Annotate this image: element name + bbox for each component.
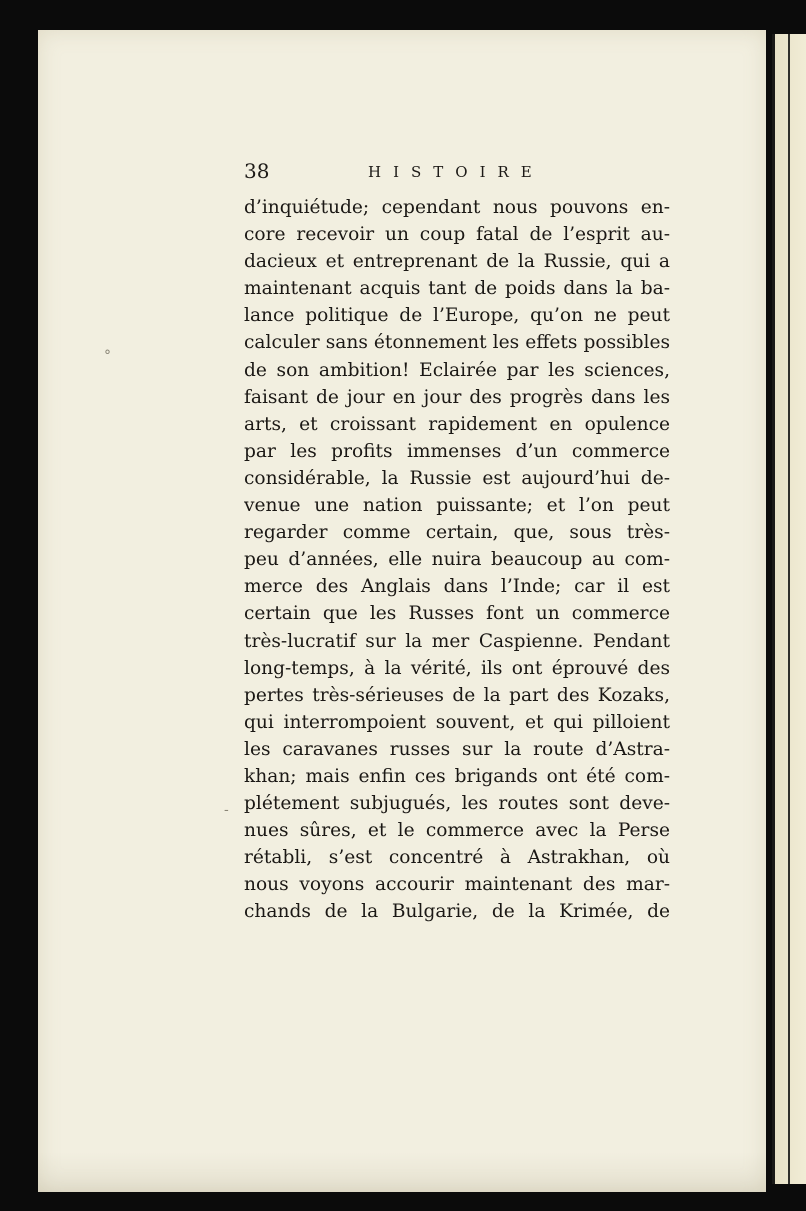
facing-page-edge xyxy=(772,34,806,1184)
text-line: core recevoir un coup fatal de l’esprit au- xyxy=(244,224,670,246)
text-line: chands de la Bulgarie, de la Krimée, de xyxy=(244,901,670,923)
text-line: très-lucratif sur la mer Caspienne. Pendant xyxy=(244,630,670,652)
running-title: HISTOIRE xyxy=(368,163,544,181)
text-line: maintenant acquis tant de poids dans la ba- xyxy=(244,278,670,300)
text-line: rétabli, s’est concentré à Astrakhan, où xyxy=(244,847,670,869)
text-line: d’inquiétude; cependant nous pouvons en- xyxy=(244,197,670,218)
text-line: nues sûres, et le commerce avec la Perse xyxy=(244,820,670,842)
text-line: arts, et croissant rapidement en opulence xyxy=(244,413,670,435)
page-number: 38 xyxy=(244,159,270,183)
text-line: merce des Anglais dans l’Inde; car il est xyxy=(244,576,670,598)
text-line: pertes très-sérieuses de la part des Kozaks, xyxy=(244,684,670,706)
text-line: par les profits immenses d’un commerce xyxy=(244,440,670,462)
text-line: considérable, la Russie est aujourd’hui de- xyxy=(244,467,670,489)
margin-speck: ° xyxy=(104,348,111,364)
margin-speck: - xyxy=(224,802,229,818)
text-line: venue une nation puissante; et l’on peut xyxy=(244,495,670,517)
text-line: qui interrompoient souvent, et qui pilloient xyxy=(244,711,670,733)
running-head xyxy=(244,158,664,188)
text-line: nous voyons accourir maintenant des mar- xyxy=(244,874,670,896)
text-line: dacieux et entreprenant de la Russie, qui a xyxy=(244,251,670,273)
text-line: long-temps, à la vérité, ils ont éprouvé des xyxy=(244,657,670,679)
text-line: calculer sans étonnement les effets possibles xyxy=(244,332,670,354)
text-line: certain que les Russes font un commerce xyxy=(244,603,670,625)
text-line: khan; mais enfin ces brigands ont été com- xyxy=(244,765,670,787)
text-line: faisant de jour en jour des progrès dans les xyxy=(244,386,670,408)
text-line: plétement subjugués, les routes sont deve- xyxy=(244,793,670,815)
text-line: les caravanes russes sur la route d’Astra- xyxy=(244,738,670,760)
text-line: regarder comme certain, que, sous très- xyxy=(244,522,670,544)
text-line: de son ambition! Eclairée par les sciences, xyxy=(244,359,670,381)
text-line: lance politique de l’Europe, qu’on ne peut xyxy=(244,305,670,327)
body-text xyxy=(244,194,670,926)
text-line: peu d’années, elle nuira beaucoup au com- xyxy=(244,549,670,571)
